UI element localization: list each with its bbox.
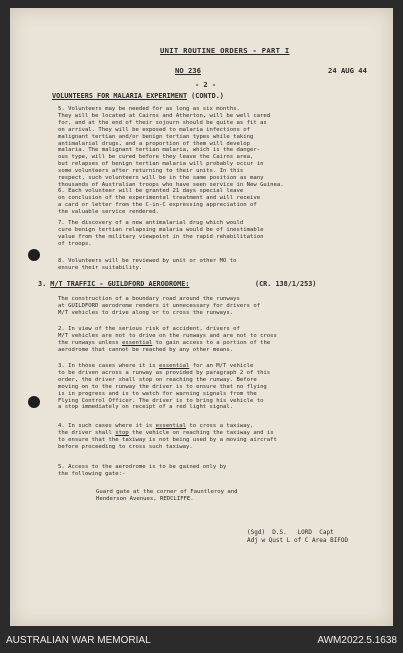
text-run: for an M/T vehicle to be driven across a runway as provided by paragraph 2 of this order, the driver shall stop on reaching the runway. Before moving on to the runway the driver is to ensure that no flying is in progress and is to watch for warning signals from the Flying Control Officer. The driver is to bring his vehicle to a stop immediately on receipt of a red light signal.: [58, 363, 271, 411]
section-heading-suffix: (CONTD.): [191, 92, 224, 100]
text-run: to gain access to a portion of the aerodrome that cannot be reached by any other means.: [58, 339, 271, 353]
order-number: NO 236: [175, 66, 201, 75]
text-run: 4. In such cases where it is: [58, 423, 156, 429]
reference-number: (CR. 138/1/253): [255, 280, 317, 288]
document-title: UNIT ROUTINE ORDERS - PART I: [160, 46, 290, 55]
paragraph-6: 6. Each volunteer will be granted 21 days special leave on conclusion of the experimental treatment and will receive a card or letter from the C-in-C expressing appreciation of the valuable service rendered.: [58, 188, 261, 215]
underlined-word: essential: [159, 363, 190, 369]
section-heading-text: VOLUNTEERS FOR MALARIA EXPERIMENT: [52, 92, 188, 100]
signature-title: Adj w Qust L of C Area BIFOD: [247, 537, 349, 544]
traffic-paragraph-4: [58, 423, 376, 451]
punch-hole: [28, 249, 40, 261]
section-heading-traffic: [38, 280, 189, 288]
underlined-word: stop: [115, 429, 129, 436]
punch-hole: [28, 396, 40, 408]
paragraph-7: 7. The discovery of a new antimalarial drug which would cure benign tertian relapsing malaria would be of inestimable value from the military viewpoint in the rapid rehabilitation of troops.: [58, 220, 264, 247]
underlined-word: essential: [122, 339, 153, 346]
text-run: to cross a taxiway, the driver shall: [58, 423, 254, 436]
archive-id: AWM2022.5.1638: [317, 635, 397, 646]
text-run: 3. In those cases where it is: [58, 363, 160, 369]
traffic-paragraph-3: [58, 363, 376, 411]
section-heading-malaria: [52, 92, 224, 100]
document-page: [10, 8, 393, 626]
page-marker: - 2 -: [195, 81, 217, 89]
order-date: 24 AUG 44: [328, 66, 367, 75]
section-number: 3.: [38, 280, 47, 288]
traffic-paragraph-1: The construction of a boundary road around the runways at GUILDFORD aerodrome renders it unnecessary for drivers of M/T vehicles to drive along or to cross the runways.: [58, 296, 261, 316]
paragraph-8: 8. Volunteers will be reviewed by unit or other MO to ensure their suitability.: [58, 258, 237, 271]
text-run: the vehicle on reaching the taxiway and is to ensure that the taxiway is not being used by a moving aircraft before proceeding to cross such taxiway.: [58, 429, 277, 450]
gate-location: Guard gate at the corner of Fauntleroy and Henderson Avenues, REDCLIFFE.: [96, 489, 238, 502]
archive-footer: [0, 626, 403, 653]
paragraph-5: 5. Volunteers may be needed for as long as six months. They will be located at Cairns and Atherton, will be well cared for, and at the end of their sojourn should be quite as fit as on arrival. They will be exposed to malaria infections of malignant tertian and/or benign tertian types while taking antimalarial drugs, and a proportion of them will develop malaria. The malignant tertian malaria, which is the danger- ous type, will be cured before they leave the Cairns area, but relapses of benign tertian malaria will probably occur in some volunteers after returning to their units. In this respect, such volunteers will be in the same position as many thousands of Australian troops who have seen service in New Guinea.: [58, 106, 284, 188]
section-heading-text: M/T TRAFFIC - GUILDFORD AERODROME:: [50, 280, 190, 288]
signature-line: (Sgd) D.S. LORD Capt: [247, 529, 334, 536]
traffic-paragraph-2: [58, 326, 376, 354]
underlined-word: essential: [155, 423, 186, 429]
text-run: 2. In view of the serious risk of accident, drivers of M/T vehicles are not to drive on the runways and are not to cross the runways unless: [58, 326, 277, 346]
archive-name: AUSTRALIAN WAR MEMORIAL: [6, 635, 151, 646]
traffic-paragraph-5: 5. Access to the aerodrome is to be gained only by the following gate:-: [58, 464, 227, 477]
